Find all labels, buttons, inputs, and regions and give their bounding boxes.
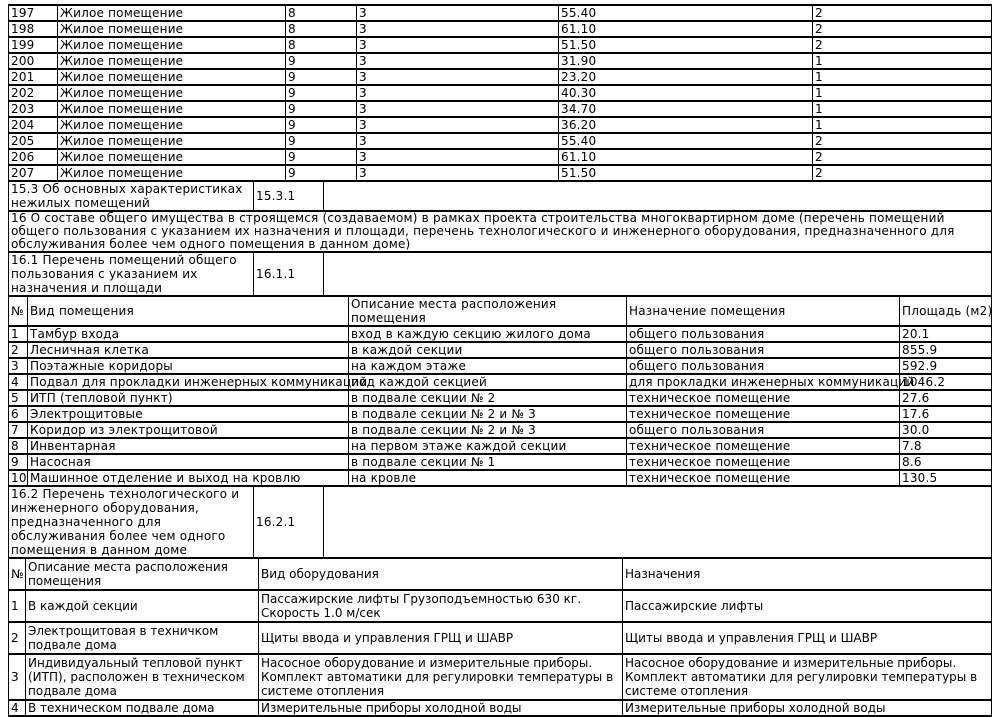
cell-room-kind: Лесничная клетка <box>28 342 349 358</box>
cell-type: Жилое помещение <box>58 85 286 101</box>
cell-equipment: Щиты ввода и управления ГРЩ и ШАВР <box>259 622 623 654</box>
table-row <box>9 101 992 117</box>
cell-floor: 9 <box>286 165 357 181</box>
cell-room-kind: Коридор из электрощитовой <box>28 422 349 438</box>
cell-number: 199 <box>9 37 58 53</box>
cell-area: 31.90 <box>559 53 813 69</box>
cell-number: 6 <box>9 406 28 422</box>
header-room-kind: Вид помещения <box>28 296 349 326</box>
cell-type: Жилое помещение <box>58 37 286 53</box>
cell-purpose: Насосное оборудование и измерительные приборы. Комплект автоматики для регулировки температуры в системе отопления <box>623 654 992 700</box>
cell-type: Жилое помещение <box>58 149 286 165</box>
cell-location: В каждой секции <box>26 590 259 622</box>
table-row <box>9 69 992 85</box>
cell-area: 34.70 <box>559 101 813 117</box>
cell-purpose: техническое помещение <box>627 406 900 422</box>
section-empty <box>324 252 992 296</box>
cell-location: на каждом этаже <box>349 358 627 374</box>
cell-number: 204 <box>9 117 58 133</box>
cell-room-kind: Электрощитовые <box>28 406 349 422</box>
header-equipment: Вид оборудования <box>259 558 623 590</box>
table-row <box>9 133 992 149</box>
cell-room-kind: Тамбур входа <box>28 326 349 342</box>
table-row <box>9 117 992 133</box>
cell-count: 2 <box>813 37 992 53</box>
cell-floor: 8 <box>286 5 357 21</box>
table-row <box>9 21 992 37</box>
cell-area: 7.8 <box>900 438 992 454</box>
cell-area: 592.9 <box>900 358 992 374</box>
cell-area: 23.20 <box>559 69 813 85</box>
cell-equipment: Насосное оборудование и измерительные приборы. Комплект автоматики для регулировки температуры в системе отопления <box>259 654 623 700</box>
table-row <box>9 700 992 716</box>
cell-room-kind: ИТП (тепловой пункт) <box>28 390 349 406</box>
cell-purpose: для прокладки инженерных коммуникаций <box>627 374 900 390</box>
cell-rooms: 3 <box>357 21 559 37</box>
cell-rooms: 3 <box>357 133 559 149</box>
table-row <box>9 390 992 406</box>
cell-type: Жилое помещение <box>58 117 286 133</box>
cell-floor: 8 <box>286 37 357 53</box>
cell-location: в подвале секции № 2 и № 3 <box>349 406 627 422</box>
cell-area: 61.10 <box>559 21 813 37</box>
cell-room-kind: Инвентарная <box>28 438 349 454</box>
cell-rooms: 3 <box>357 117 559 133</box>
cell-count: 1 <box>813 101 992 117</box>
cell-number: 3 <box>9 654 26 700</box>
cell-count: 2 <box>813 149 992 165</box>
common-areas-table <box>8 295 992 487</box>
header-number: № <box>9 296 28 326</box>
cell-equipment: Пассажирские лифты Грузоподъемностью 630 кг. Скорость 1.0 м/сек <box>259 590 623 622</box>
cell-type: Жилое помещение <box>58 133 286 149</box>
header-purpose: Назначения <box>623 558 992 590</box>
cell-rooms: 3 <box>357 37 559 53</box>
cell-type: Жилое помещение <box>58 5 286 21</box>
cell-area: 130.5 <box>900 470 992 486</box>
cell-number: 10 <box>9 470 28 486</box>
cell-area: 40.30 <box>559 85 813 101</box>
section-code: 15.3.1 <box>254 181 324 211</box>
cell-area: 55.40 <box>559 5 813 21</box>
cell-rooms: 3 <box>357 5 559 21</box>
cell-area: 855.9 <box>900 342 992 358</box>
cell-location: на кровле <box>349 470 627 486</box>
cell-floor: 9 <box>286 149 357 165</box>
cell-type: Жилое помещение <box>58 21 286 37</box>
cell-rooms: 3 <box>357 53 559 69</box>
cell-area: 1046.2 <box>900 374 992 390</box>
cell-purpose: Щиты ввода и управления ГРЩ и ШАВР <box>623 622 992 654</box>
cell-purpose: общего пользования <box>627 422 900 438</box>
table-row <box>9 53 992 69</box>
cell-area: 27.6 <box>900 390 992 406</box>
apartments-table <box>8 4 992 182</box>
table-row <box>9 406 992 422</box>
header-area: Площадь (м2) <box>900 296 992 326</box>
cell-count: 1 <box>813 85 992 101</box>
cell-number: 200 <box>9 53 58 69</box>
table-header-row <box>9 558 992 590</box>
cell-location: в каждой секции <box>349 342 627 358</box>
cell-number: 198 <box>9 21 58 37</box>
table-row <box>9 358 992 374</box>
cell-purpose: Пассажирские лифты <box>623 590 992 622</box>
cell-number: 3 <box>9 358 28 374</box>
cell-area: 36.20 <box>559 117 813 133</box>
cell-number: 7 <box>9 422 28 438</box>
table-row <box>9 438 992 454</box>
table-row <box>9 5 992 21</box>
cell-type: Жилое помещение <box>58 101 286 117</box>
sections-table <box>8 180 992 297</box>
cell-count: 1 <box>813 117 992 133</box>
table-row <box>9 654 992 700</box>
cell-location: под каждой секцией <box>349 374 627 390</box>
cell-number: 206 <box>9 149 58 165</box>
table-header-row <box>9 296 992 326</box>
cell-count: 1 <box>813 53 992 69</box>
cell-number: 1 <box>9 326 28 342</box>
cell-room-kind: Насосная <box>28 454 349 470</box>
cell-number: 1 <box>9 590 26 622</box>
section-title: 15.3 Об основных характеристиках нежилых помещений <box>9 181 254 211</box>
cell-number: 5 <box>9 390 28 406</box>
cell-area: 8.6 <box>900 454 992 470</box>
cell-location: в подвале секции № 2 и № 3 <box>349 422 627 438</box>
cell-location: Индивидуальный тепловой пункт (ИТП), расположен в техническом подвале дома <box>26 654 259 700</box>
section-title: 16.2 Перечень технологического и инженерного оборудования, предназначенного для обслуживания более чем одного помещения в данном доме <box>9 486 254 558</box>
cell-count: 2 <box>813 21 992 37</box>
cell-number: 205 <box>9 133 58 149</box>
cell-area: 30.0 <box>900 422 992 438</box>
cell-floor: 9 <box>286 117 357 133</box>
cell-area: 51.50 <box>559 165 813 181</box>
table-row <box>9 470 992 486</box>
cell-location: в подвале секции № 2 <box>349 390 627 406</box>
cell-location: вход в каждую секцию жилого дома <box>349 326 627 342</box>
cell-number: 8 <box>9 438 28 454</box>
header-location: Описание места расположения помещения <box>349 296 627 326</box>
cell-number: 2 <box>9 342 28 358</box>
cell-count: 2 <box>813 5 992 21</box>
section-empty <box>324 181 992 211</box>
table-row <box>9 374 992 390</box>
cell-floor: 9 <box>286 53 357 69</box>
cell-purpose: техническое помещение <box>627 470 900 486</box>
cell-room-kind: Поэтажные коридоры <box>28 358 349 374</box>
cell-area: 55.40 <box>559 133 813 149</box>
cell-purpose: техническое помещение <box>627 390 900 406</box>
cell-room-kind: Машинное отделение и выход на кровлю <box>28 470 349 486</box>
section-row-16-2 <box>9 486 992 558</box>
cell-number: 4 <box>9 700 26 716</box>
section-row-15-3 <box>9 181 992 211</box>
cell-area: 17.6 <box>900 406 992 422</box>
cell-purpose: техническое помещение <box>627 438 900 454</box>
cell-purpose: общего пользования <box>627 342 900 358</box>
cell-equipment: Измерительные приборы холодной воды <box>259 700 623 716</box>
table-row <box>9 165 992 181</box>
section-empty <box>324 486 992 558</box>
section-code: 16.2.1 <box>254 486 324 558</box>
cell-purpose: общего пользования <box>627 358 900 374</box>
table-row <box>9 85 992 101</box>
table-row <box>9 422 992 438</box>
cell-number: 9 <box>9 454 28 470</box>
table-row <box>9 149 992 165</box>
section-row-16 <box>9 211 992 252</box>
table-row <box>9 590 992 622</box>
table-row <box>9 37 992 53</box>
cell-number: 202 <box>9 85 58 101</box>
header-purpose: Назначение помещения <box>627 296 900 326</box>
cell-room-kind: Подвал для прокладки инженерных коммуникаций <box>28 374 349 390</box>
cell-rooms: 3 <box>357 69 559 85</box>
section-16-2-table <box>8 485 992 559</box>
cell-count: 2 <box>813 133 992 149</box>
cell-area: 20.1 <box>900 326 992 342</box>
cell-number: 2 <box>9 622 26 654</box>
cell-floor: 9 <box>286 133 357 149</box>
header-number: № <box>9 558 26 590</box>
table-row <box>9 622 992 654</box>
cell-rooms: 3 <box>357 165 559 181</box>
cell-floor: 9 <box>286 101 357 117</box>
cell-count: 2 <box>813 165 992 181</box>
cell-type: Жилое помещение <box>58 69 286 85</box>
cell-location: на первом этаже каждой секции <box>349 438 627 454</box>
cell-floor: 8 <box>286 21 357 37</box>
equipment-table <box>8 557 992 717</box>
cell-location: В техническом подвале дома <box>26 700 259 716</box>
cell-type: Жилое помещение <box>58 165 286 181</box>
section-row-16-1 <box>9 252 992 296</box>
cell-location: Электрощитовая в техничком подвале дома <box>26 622 259 654</box>
table-row <box>9 326 992 342</box>
cell-number: 197 <box>9 5 58 21</box>
cell-rooms: 3 <box>357 85 559 101</box>
cell-purpose: Измерительные приборы холодной воды <box>623 700 992 716</box>
cell-floor: 9 <box>286 69 357 85</box>
table-row <box>9 342 992 358</box>
cell-area: 51.50 <box>559 37 813 53</box>
cell-location: в подвале секции № 1 <box>349 454 627 470</box>
cell-area: 61.10 <box>559 149 813 165</box>
cell-type: Жилое помещение <box>58 53 286 69</box>
cell-purpose: общего пользования <box>627 326 900 342</box>
header-location: Описание места расположения помещения <box>26 558 259 590</box>
section-title: 16.1 Перечень помещений общего пользования с указанием их назначения и площади <box>9 252 254 296</box>
cell-number: 207 <box>9 165 58 181</box>
cell-count: 1 <box>813 69 992 85</box>
cell-floor: 9 <box>286 85 357 101</box>
cell-number: 4 <box>9 374 28 390</box>
table-row <box>9 454 992 470</box>
section-code: 16.1.1 <box>254 252 324 296</box>
cell-number: 201 <box>9 69 58 85</box>
section-title: 16 О составе общего имущества в строящемся (создаваемом) в рамках проекта строительства многоквартирном доме (перечень помещений общего пользования с указанием их назначения и площади, перечень технологического и инженерного оборудования, предназначенного для обслуживания более чем одного помещения в данном доме) <box>9 211 992 252</box>
cell-rooms: 3 <box>357 149 559 165</box>
cell-rooms: 3 <box>357 101 559 117</box>
cell-purpose: техническое помещение <box>627 454 900 470</box>
cell-number: 203 <box>9 101 58 117</box>
